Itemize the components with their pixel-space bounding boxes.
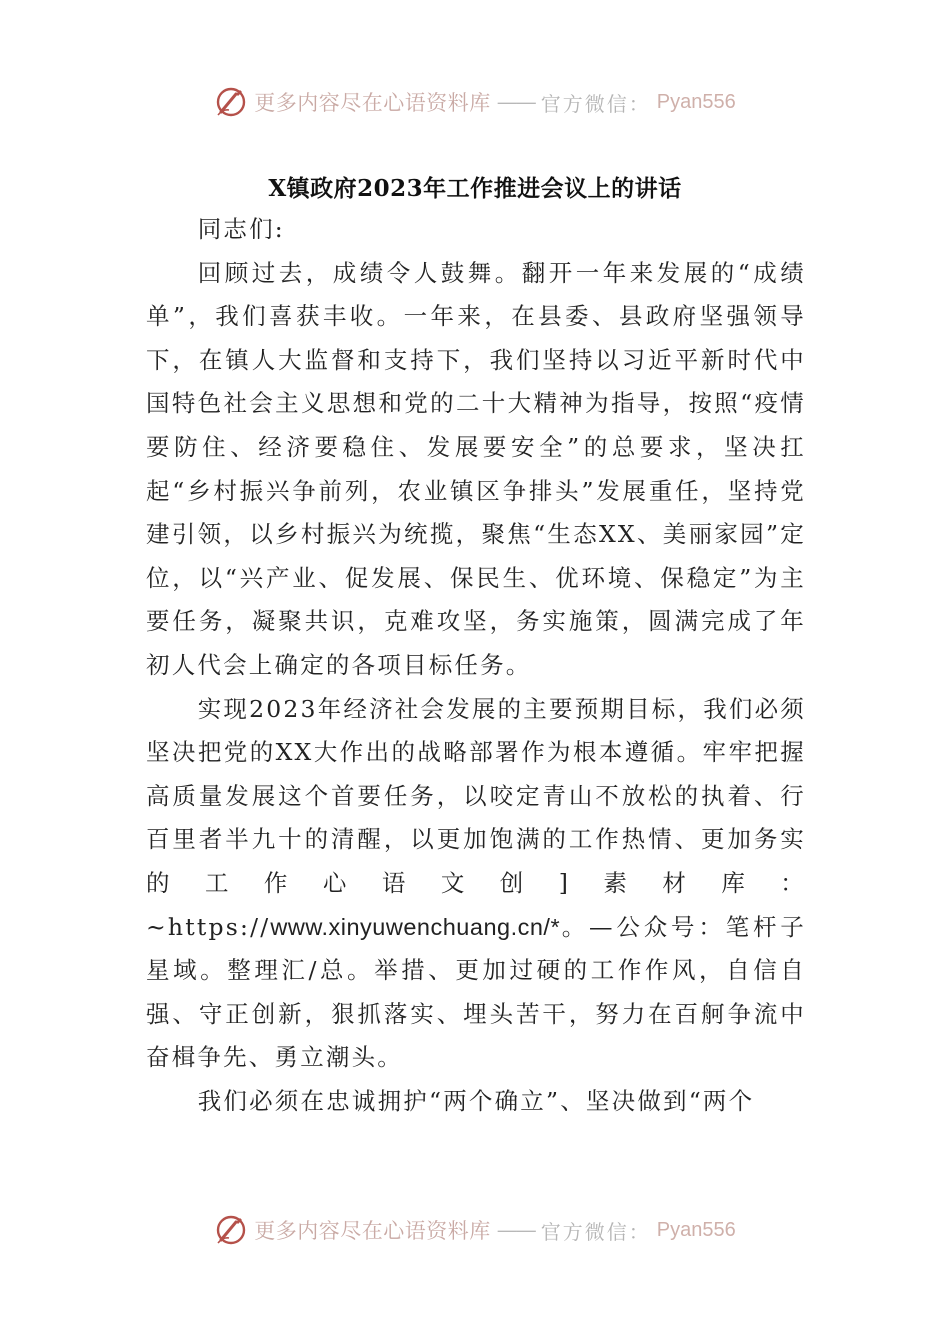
- document-title: X镇政府2023年工作推进会议上的讲话: [268, 175, 682, 202]
- paragraph-1: 回顾过去，成绩令人鼓舞。翻开一年来发展的“成绩单”，我们喜获丰收。一年来，在县委、县政府坚强领导下，在镇人大监督和支持下，我们坚持以习近平新时代中国特色社会主义思想和党的二十大精神为指导，按照“疫情要防住、经济要稳住、发展要安全”的总要求，坚决扛起“乡村振兴争前列，农业镇区争排头”发展重任，坚持党建引领，以乡村振兴为统揽，聚焦“生态XX、美丽家园”定位，以“兴产业、促发展、保民生、优环境、保稳定”为主要任务，凝聚共识，克难攻坚，务实施策，圆满完成了年初人代会上确定的各项目标任务。: [146, 258, 806, 679]
- banner-wechat-handle: Pyan556: [656, 90, 736, 113]
- banner-wechat-label: 官方微信：: [540, 91, 651, 116]
- footer-banner: [0, 1208, 950, 1252]
- banner-dash: ——: [496, 90, 535, 114]
- paragraph-3: 我们必须在忠诚拥护“两个确立”、坚决做到“两个: [197, 1086, 755, 1115]
- document-body: [146, 208, 806, 1123]
- banner-wechat-label: 官方微信：: [540, 1219, 651, 1244]
- salutation: 同志们:: [197, 215, 285, 243]
- banner-wechat-handle: Pyan556: [656, 1218, 736, 1241]
- paragraph-2-text-a: 实现2023年经济社会发展的主要预期目标，我们必须坚决把党的XX大作出的战略部署作为根本遵循。牢牢把握高质量发展这个首要任务，以咬定青山不放松的执着、行百里者半九十的清醒，以更加饱满的工作热情、更加务实的工作心语文创]素材库：~https://: [146, 694, 806, 941]
- banner-brand-text: 更多内容尽在心语资料库: [254, 1219, 491, 1243]
- banner-brand-text: 更多内容尽在心语资料库: [254, 91, 491, 115]
- pen-circle-logo-icon: [214, 1213, 248, 1247]
- source-url-link[interactable]: www.xinyuwenchuang.cn/*: [270, 913, 561, 940]
- pen-circle-logo-icon: [214, 85, 248, 119]
- header-banner: [0, 80, 950, 124]
- paragraph-2-text-b: 。—公众号：笔杆子星域。整理汇/总。举措、更加过硬的工作作风，自信自强、守正创新，狠抓落实、埋头苦干，努力在百舸争流中奋楫争先、勇立潮头。: [146, 912, 806, 1072]
- paragraph-2: [146, 688, 806, 1080]
- banner-dash: ——: [496, 1218, 535, 1242]
